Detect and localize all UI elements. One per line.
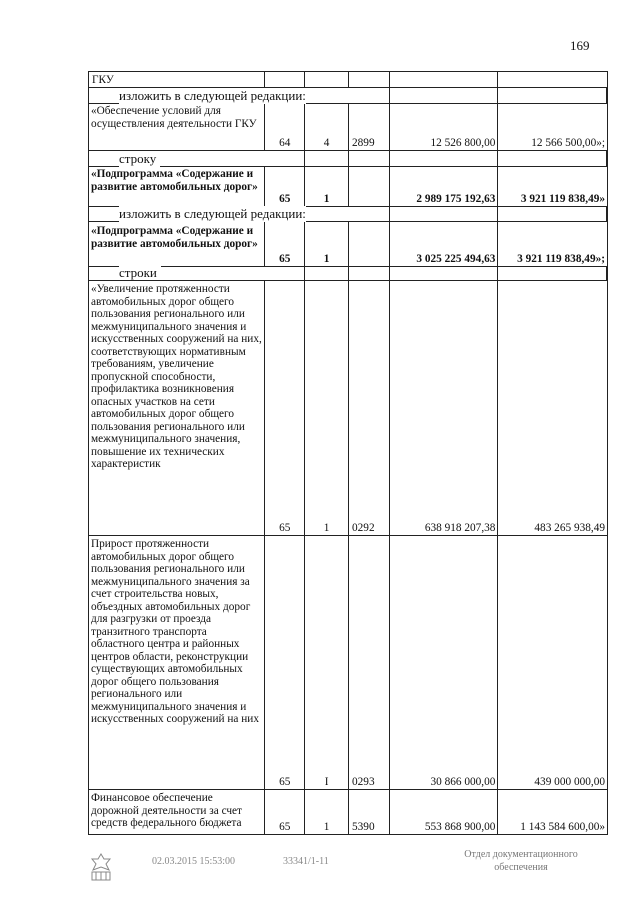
table-row: «Подпрограмма «Содержание и развитие автомобильных дорог» 65 1 3 025 225 494,63 3 921 119 838,49»; xyxy=(88,222,608,267)
instruction-text: изложить в следующей редакции: xyxy=(119,206,306,221)
table-row: «Обеспечение условий для осуществления деятельности ГКУ 64 4 2899 12 526 800,00 12 566 500,00»; xyxy=(88,104,608,151)
footer-doc-number: 33341/1-11 xyxy=(283,856,329,867)
table-row: «Увеличение протяженности автомобильных дорог общего пользования регионального или межмуниципального значения и искусственных сооружений на них, соответствующих нормативным требованиям, увеличение пропускной способности, профилактика возникновения опасных участков на сети автомобильных дорог общего пользования регионального или межмуниципального значения, повышение их технических характеристик 65 1 0292 638 918 207,38 483 265 938,49 xyxy=(88,280,608,536)
footer-datetime: 02.03.2015 15:53:00 xyxy=(152,856,236,867)
instruction-text: строку xyxy=(119,151,160,167)
table-cell-name: «Обеспечение условий для осуществления деятельности ГКУ xyxy=(89,104,265,150)
emblem-icon xyxy=(88,852,114,887)
instruction-text: строки xyxy=(119,265,161,281)
table-row: Финансовое обеспечение дорожной деятельности за счет средств федерального бюджета 65 1 5390 553 868 900,00 1 143 584 600,00» xyxy=(88,790,608,835)
table-cell-name: «Подпрограмма «Содержание и развитие автомобильных дорог» xyxy=(89,167,265,206)
instruction-row xyxy=(88,267,608,280)
instruction-text: изложить в следующей редакции: xyxy=(119,88,306,103)
instruction-row xyxy=(88,151,608,167)
instruction-row xyxy=(88,88,608,104)
table-row: «Подпрограмма «Содержание и развитие автомобильных дорог» 65 1 2 989 175 192,63 3 921 119 838,49» xyxy=(88,167,608,207)
table-row: Прирост протяженности автомобильных дорог общего пользования регионального или межмуниципального значения за счет строительства новых, объездных автомобильных дорог для разгрузки от проезда транзитного транспорта областного центра и районных центров области, реконструкции существующих автомобильных дорог общего пользования регионального или межмуниципального значения и искусственных сооружений на них 65 I 0293 30 866 000,00 439 000 000,00 xyxy=(88,536,608,790)
table-row xyxy=(88,71,608,88)
table-cell-name: Финансовое обеспечение дорожной деятельности за счет средств федерального бюджета xyxy=(89,790,265,834)
table-cell-name: ГКУ xyxy=(89,72,265,87)
instruction-row xyxy=(88,207,608,222)
amendment-table xyxy=(88,71,608,835)
department-stamp: Отдел документационного обеспечения xyxy=(464,849,578,873)
table-cell-name: «Увеличение протяженности автомобильных дорог общего пользования регионального или межмуниципального значения и искусственных сооружений на них, соответствующих нормативным требованиям, увеличение пропускной способности, профилактика возникновения опасных участков на сети автомобильных дорог общего пользования регионального или межмуниципального значения, повышение их технических характеристик xyxy=(89,281,265,535)
table-cell-name: Прирост протяженности автомобильных дорог общего пользования регионального или межмуниципального значения за счет строительства новых, объездных автомобильных дорог для разгрузки от проезда транзитного транспорта областного центра и районных центров области, реконструкции существующих автомобильных дорог общего пользования регионального или межмуниципального значения и искусственных сооружений на них xyxy=(89,536,265,789)
page-number: 169 xyxy=(570,38,590,53)
table-cell-name: «Подпрограмма «Содержание и развитие автомобильных дорог» xyxy=(89,222,265,266)
